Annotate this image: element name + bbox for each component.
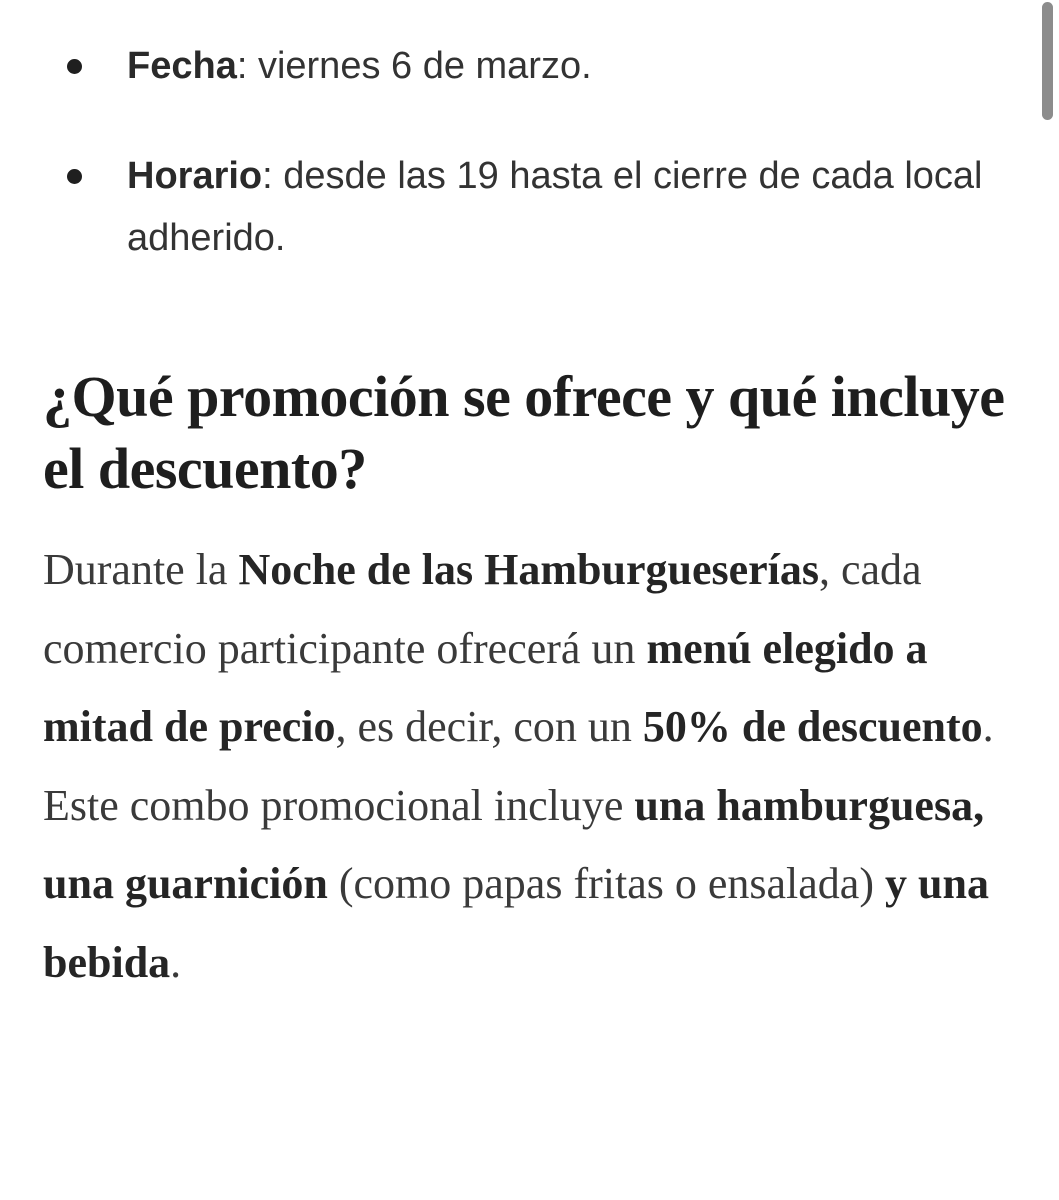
paragraph-text: (como papas fritas o ensalada)	[327, 859, 885, 908]
section-heading: ¿Qué promoción se ofrece y qué incluye el descuento?	[43, 364, 1005, 501]
paragraph-text: , es decir, con un	[335, 702, 643, 751]
burger-side-highlight: una hamburguesa, una guarnición	[43, 780, 985, 908]
paragraph-text: . Este combo promocional incluye	[43, 702, 994, 830]
event-name-highlight: Noche de las Hamburgueserías	[238, 545, 819, 594]
schedule-separator: :	[262, 155, 273, 197]
vertical-scrollbar[interactable]	[1038, 0, 1059, 1200]
date-separator: :	[236, 45, 248, 87]
discount-highlight: 50% de descuento	[642, 702, 983, 751]
scrollbar-thumb[interactable]	[1042, 2, 1053, 120]
paragraph-text: .	[170, 937, 182, 987]
date-value: viernes 6 de marzo.	[247, 45, 592, 87]
bullet-icon	[67, 169, 82, 184]
paragraph-text: Durante la	[43, 545, 239, 594]
schedule-value: desde las 19 hasta el cierre de cada local adherido.	[127, 155, 983, 259]
date-label: Fecha	[127, 45, 237, 87]
paragraph-text: , cada comercio participante ofrecerá un	[43, 545, 922, 673]
promotion-paragraph	[43, 531, 1033, 1002]
bullet-icon	[67, 59, 82, 74]
schedule-label: Horario	[127, 155, 263, 197]
list-item-schedule	[127, 145, 1007, 269]
drink-highlight: y una bebida	[43, 859, 989, 987]
half-price-menu-highlight: menú elegido a mitad de precio	[43, 623, 928, 751]
list-item-date	[127, 35, 1007, 97]
